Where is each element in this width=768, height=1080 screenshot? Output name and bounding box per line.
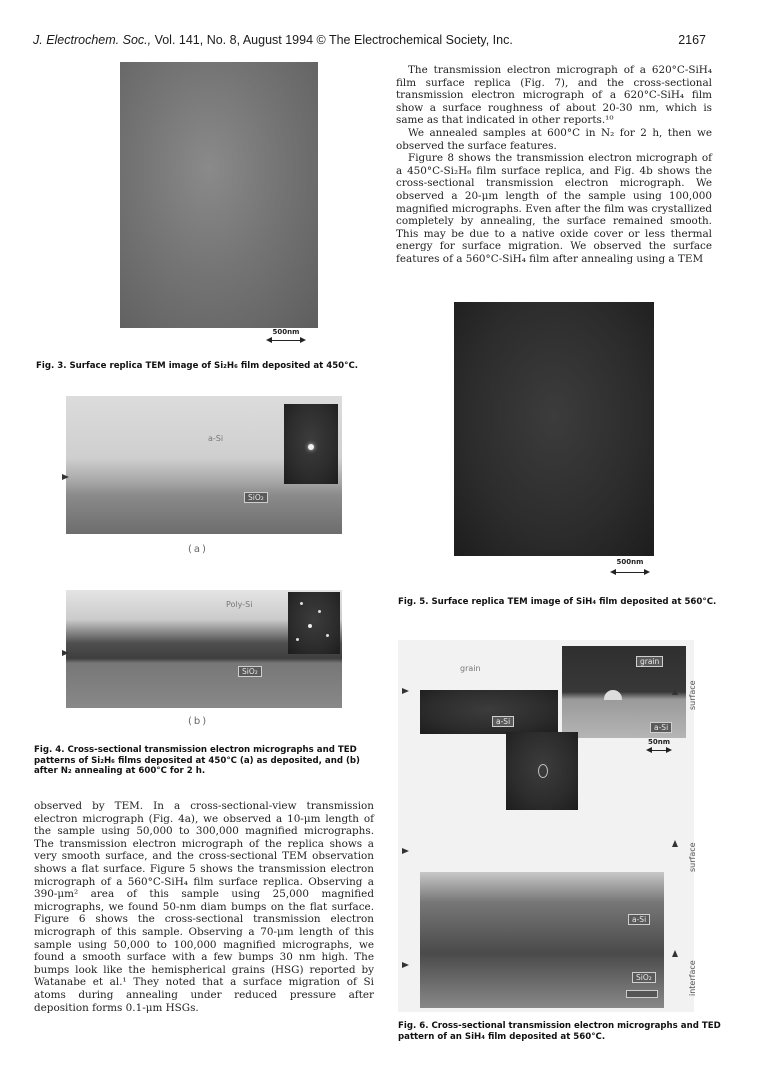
fig6-grain-top-label: grain	[460, 664, 481, 673]
paragraph: We annealed samples at 600°C in N₂ for 2 h, then we observed the surface features.	[396, 126, 712, 152]
fig4a-label: (a)	[188, 544, 208, 555]
fig6-interface-label: interface	[688, 960, 697, 996]
fig6-surface-marker-2	[672, 840, 678, 847]
journal-citation: Vol. 141, No. 8, August 1994 © The Electrochemical Society, Inc.	[151, 33, 513, 47]
journal-name: J. Electrochem. Soc.,	[33, 33, 152, 47]
fig4b-ted-pattern	[288, 592, 340, 654]
fig4b-tem-image	[66, 590, 342, 708]
diffraction-spot	[296, 638, 299, 641]
fig6-caption: Fig. 6. Cross-sectional transmission electron micrographs and TED pattern of an SiH₄ film deposited at 560°C.	[398, 1021, 721, 1042]
fig6-marker-bottom	[402, 962, 409, 968]
fig3-scale-bar	[268, 340, 304, 341]
fig5-scale-bar	[612, 572, 648, 573]
diffraction-spot	[318, 610, 321, 613]
fig3-tem-image	[120, 62, 318, 328]
diffraction-spot	[308, 624, 312, 628]
fig6-surface-label-2: surface	[688, 842, 697, 872]
fig6-ted-pattern	[506, 732, 578, 810]
fig4a-interface-marker	[62, 474, 69, 480]
journal-header	[33, 33, 513, 47]
paragraph: observed by TEM. In a cross-sectional-view transmission electron micrograph (Fig. 4a), we observed a 10-μm length of the sample using 50,000 to 300,000 magnified micrographs. The transmission electron micrograph of the replica shows a very smooth surface, and the cross-sectional TEM observation shows a flat surface. Figure 5 shows the transmission electron micrograph of a 560°C-SiH₄ film surface replica. Observing a 390-μm² area of this sample using 25,000 magnified micrographs, we found 50-nm diam bumps on the flat surface. Figure 6 shows the cross-sectional transmission electron micrograph of this sample. Observing a 70-μm length of this sample using 50,000 to 100,000 magnified micrographs, we found a smooth surface with a few bumps 30 nm high. The bumps look like the hemispherical grains (HSG) reported by Watanabe et al.¹ They noted that a surface migration of Si atoms during annealing under reduced pressure after deposition forms 0.1-μm HSGs.	[34, 800, 374, 1014]
fig6-scale-label: 50nm	[647, 738, 671, 746]
fig6-surface-marker-1	[672, 688, 678, 695]
left-column-bottom-text	[34, 800, 374, 1014]
fig6-bottom-tem	[420, 872, 664, 1008]
fig6-asi-label-2: a-Si	[650, 722, 672, 733]
page-number: 2167	[678, 33, 706, 47]
fig6-scale-bar	[648, 750, 670, 751]
paragraph: The transmission electron micrograph of a 620°C-SiH₄ film surface replica (Fig. 7), and the cross-sectional transmission electron micrograph of a 620°C-SiH₄ film show a surface roughness of about 20-30 nm, which is same as that indicated in other reports.¹⁰	[396, 64, 712, 127]
right-column-top-text	[396, 64, 712, 266]
fig6-top-tem	[420, 690, 558, 734]
grain-bump	[604, 690, 622, 700]
diffraction-spot	[308, 444, 314, 450]
fig4b-interface-marker	[62, 650, 69, 656]
fig5-tem-image	[454, 302, 654, 556]
fig6-grain-inset-label: grain	[636, 656, 663, 667]
fig5-caption: Fig. 5. Surface replica TEM image of SiH₄ film deposited at 560°C.	[398, 597, 717, 607]
diffraction-halo	[538, 764, 548, 778]
fig5-scale-label: 500nm	[616, 558, 644, 566]
fig6-sio2-label: SiO₂	[632, 972, 656, 983]
fig4b-sio2-label: SiO₂	[238, 666, 262, 677]
fig3-scale-label: 500nm	[272, 328, 300, 336]
fig6-marker-mid	[402, 848, 409, 854]
fig4b-polysi-label: Poly-Si	[226, 600, 253, 609]
paragraph: Figure 8 shows the transmission electron micrograph of a 450°C-Si₂H₆ film surface replica, and Fig. 4b shows the cross-sectional transmission electron micrograph. We observed a 20-μm length of the sample using 100,000 magnified micrographs. Even after the film was crystallized completely by annealing, the surface remained smooth. This may be due to a native oxide cover or less thermal energy for surface migration. We observed the surface features of a 560°C-SiH₄ film after annealing using a TEM	[396, 152, 712, 265]
fig6-figure-area	[398, 640, 697, 1012]
fig4b-label: (b)	[188, 716, 209, 727]
fig6-inset-tem	[562, 646, 686, 738]
fig4a-sio2-label: SiO₂	[244, 492, 268, 503]
fig6-interface-marker	[672, 950, 678, 957]
fig4a-ted-pattern	[284, 404, 338, 484]
fig6-asi-label-3: a-Si	[628, 914, 650, 925]
diffraction-spot	[326, 634, 329, 637]
fig6-marker-top	[402, 688, 409, 694]
fig4a-asi-label: a-Si	[208, 434, 224, 443]
diffraction-spot	[300, 602, 303, 605]
fig6-bottom-scale-bar	[626, 990, 658, 998]
fig3-caption: Fig. 3. Surface replica TEM image of Si₂H₆ film deposited at 450°C.	[36, 361, 359, 371]
fig6-surface-label-1: surface	[688, 680, 697, 710]
fig4a-tem-image	[66, 396, 342, 534]
fig4-caption: Fig. 4. Cross-sectional transmission electron micrographs and TED patterns of Si₂H₆ films deposited at 450°C (a) as deposited, and (b) after N₂ annealing at 600°C for 2 h.	[34, 745, 360, 777]
fig6-asi-label-1: a-Si	[492, 716, 514, 727]
